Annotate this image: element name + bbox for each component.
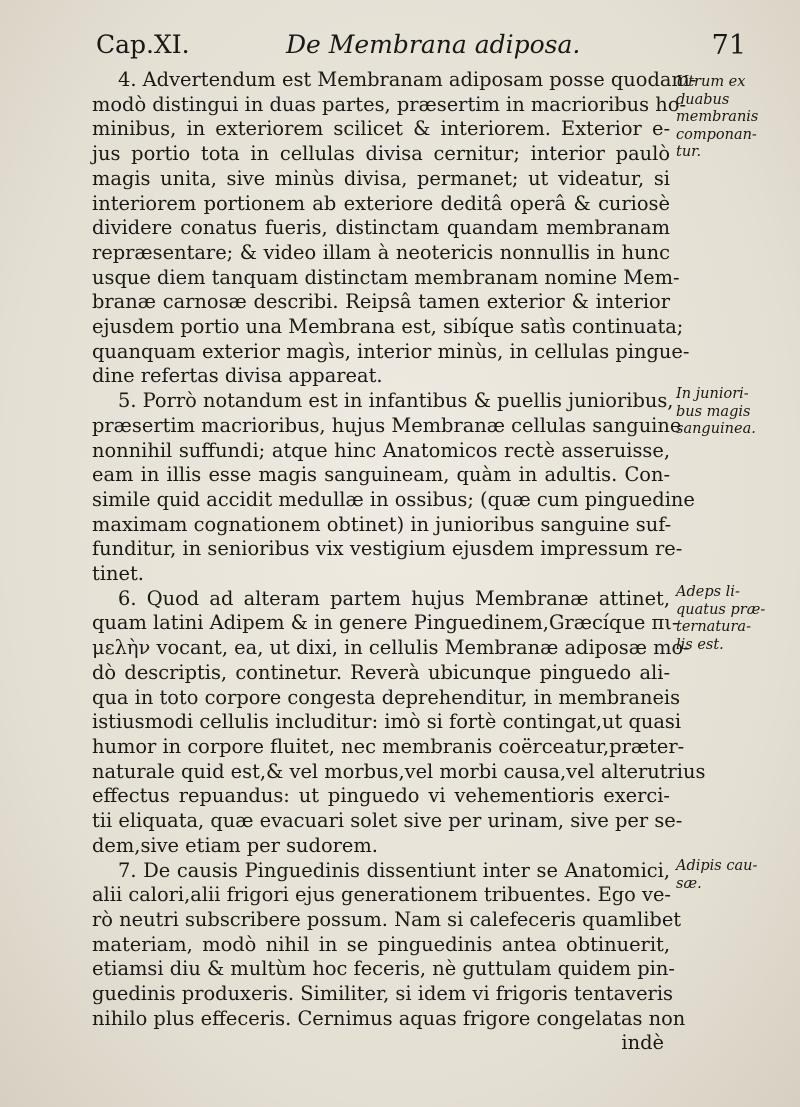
- note-line: sæ.: [676, 875, 702, 892]
- note-line: quatus præ-: [676, 601, 766, 618]
- text-line: istiusmodi cellulis includitur: imò si fortè contingat,ut quasi: [92, 710, 682, 734]
- text-line: rò neutri subscribere possum. Nam si calefeceris quamlibet: [92, 907, 682, 931]
- text-line: 5. Porrò notandum est in infantibus & puellis junioribus,: [118, 389, 674, 413]
- page-title: De Membrana adiposa.: [286, 30, 581, 59]
- note-line: Utrum ex: [676, 74, 746, 90]
- text-line: præsertim macrioribus, hujus Membranæ cellulas sanguine: [92, 413, 682, 437]
- note-line: componan-: [676, 126, 757, 143]
- note-line: sanguinea.: [676, 421, 756, 437]
- text-line: magis unita, sive minùs divisa, permanet; ut videatur, si: [92, 166, 670, 190]
- text-line: tii eliquata, quæ evacuari solet sive per urinam, sive per se-: [92, 809, 683, 833]
- text-line: 7. De causis Pinguedinis dissentiunt inter se Anatomici,: [118, 858, 670, 882]
- text-line: interiorem portionem ab exteriore deditâ operâ & curiosè: [92, 191, 670, 215]
- text-line: quam latini Adipem & in genere Pinguedinem,Græcíque πι-: [92, 611, 679, 635]
- text-line: nonnihil suffundi; atque hinc Anatomicos rectè asseruisse,: [92, 438, 670, 462]
- text-line: μελὴν vocant, ea, ut dixi, in cellulis Membranæ adiposæ mo-: [92, 636, 690, 660]
- text-line: minibus, in exteriorem scilicet & interiorem. Exterior e-: [92, 117, 670, 141]
- text-line: repræsentare; & video illam à neotericis nonnullis in hunc: [92, 240, 670, 264]
- page-number: 71: [711, 30, 746, 61]
- marginal-note: [676, 858, 792, 893]
- text-line: alii calori,alii frigori ejus generationem tribuentes. Ego ve-: [92, 883, 671, 907]
- text-line: dò descriptis, continetur. Reverà ubicunque pinguedo ali-: [92, 660, 670, 684]
- paragraph-5: [92, 389, 695, 587]
- text-line: naturale quid est,& vel morbus,vel morbi causa,vel alterutrius: [92, 759, 706, 783]
- running-header: [96, 30, 746, 70]
- text-line: tinet.: [92, 562, 144, 586]
- text-line: dividere conatus fueris, distinctam quandam membranam: [92, 216, 670, 240]
- catchword-row: [92, 1031, 670, 1056]
- text-line: dem,sive etiam per sudorem.: [92, 833, 378, 857]
- note-line: Adeps li-: [676, 584, 740, 600]
- text-line: 4. Advertendum est Membranam adiposam posse quodam-: [118, 68, 697, 91]
- note-line: In juniori-: [676, 386, 749, 402]
- text-line: modò distingui in duas partes, præsertim in macrioribus ho-: [92, 92, 686, 116]
- note-line: Adipis cau-: [676, 858, 758, 874]
- chapter-label: Cap.XI.: [96, 30, 190, 59]
- text-line: branæ carnosæ describi. Reipsâ tamen exterior & interior: [92, 290, 670, 314]
- text-line: effectus repuandus: ut pinguedo vi vehementioris exerci-: [92, 784, 670, 808]
- text-line: simile quid accidit medullæ in ossibus; (quæ cum pinguedine: [92, 487, 695, 511]
- text-line: nihilo plus effeceris. Cernimus aquas frigore congelatas non: [92, 1006, 686, 1030]
- catchword: indè: [621, 1031, 664, 1055]
- text-line: ejusdem portio una Membrana est, sibíque satìs continuata;: [92, 315, 684, 339]
- text-line: guedinis produxeris. Similiter, si idem vi frigoris tentaveris: [92, 982, 673, 1006]
- text-line: humor in corpore fluitet, nec membranis coërceatur,præter-: [92, 734, 685, 758]
- marginal-note: [676, 584, 792, 654]
- text-line: maximam cognationem obtinet) in junioribus sanguine suf-: [92, 512, 672, 536]
- note-line: tur.: [676, 144, 702, 160]
- note-line: ternatura-: [676, 619, 751, 635]
- text-line: etiamsi diu & multùm hoc feceris, nè guttulam quidem pin-: [92, 957, 675, 981]
- note-line: duabus: [676, 91, 730, 108]
- paragraph-7: [92, 858, 686, 1032]
- text-line: qua in toto corpore congesta deprehenditur, in membraneis: [92, 685, 681, 709]
- text-line: dine refertas divisa appareat.: [92, 364, 383, 388]
- text-line: materiam, modò nihil in se pinguedinis antea obtinuerit,: [92, 932, 670, 956]
- note-line: lis est.: [676, 636, 724, 653]
- note-line: bus magis: [676, 403, 751, 420]
- marginal-note: [676, 386, 792, 439]
- text-line: 6. Quod ad alteram partem hujus Membranæ attinet,: [118, 586, 670, 610]
- note-line: membranis: [676, 109, 759, 125]
- text-line: quanquam exterior magìs, interior minùs, in cellulas pingue-: [92, 339, 690, 363]
- text-line: eam in illis esse magis sanguineam, quàm in adultis. Con-: [92, 463, 670, 487]
- text-line: funditur, in senioribus vix vestigium ejusdem impressum re-: [92, 537, 683, 561]
- text-line: jus portio tota in cellulas divisa cernitur; interior paulò: [92, 142, 670, 166]
- paragraph-4: [92, 68, 697, 389]
- marginal-note: [676, 74, 792, 162]
- text-line: usque diem tanquam distinctam membranam nomine Mem-: [92, 265, 680, 289]
